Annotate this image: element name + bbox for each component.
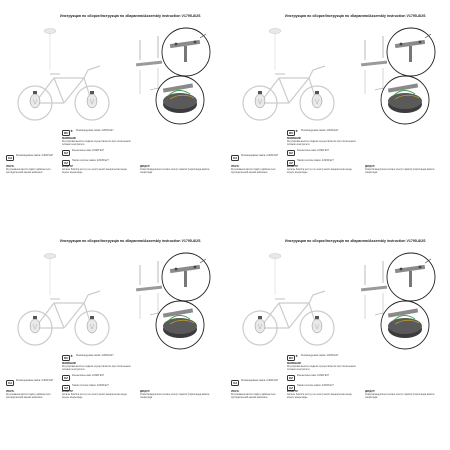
lang-badge-ru: RU [64, 356, 69, 360]
sheet-title-text: Инструкция по сборке/Інструкція по збиранню/Assembly instruction [285, 239, 406, 243]
warning-ua-text: Регулювання висоти підвісу здійснюється при відключеній мережі живлення. [231, 393, 276, 399]
lang-badge-kz: KZ [289, 151, 293, 155]
assembly-illustration [0, 225, 225, 450]
warning-kz-text: Аспалы биіктігін реттеу тек электр желісі ажыратылған кезде жүзеге асырылады. [62, 393, 127, 399]
sheet-title [60, 14, 225, 18]
bulb-left-icon [30, 316, 40, 333]
warning-kz [287, 166, 357, 174]
warning-uz-heading: ДИҚҚАТ! [365, 391, 375, 393]
star-icon: ★ [70, 129, 74, 133]
ceiling-canopy [44, 254, 56, 259]
warning-ru [62, 363, 132, 371]
lang-badge-ua: UA [8, 381, 13, 385]
warning-kz-text: Аспалы биіктігін реттеу тек электр желісі ажыратылған кезде жүзеге асырылады. [62, 168, 127, 174]
lang-badge-kz: KZ [289, 376, 293, 380]
model-number: V1795-8/2S [406, 14, 426, 18]
warning-ru-text: Регулировка высоты подвеса осуществляется при отключенном питании электросети. [62, 365, 131, 371]
warning-uz-heading: ДИҚҚАТ! [365, 166, 375, 168]
lang-badge-uz: UZ [289, 161, 293, 165]
ceiling-canopy [269, 29, 281, 34]
sheet-title-text: Инструкция по сборке/Інструкція по збиранню/Assembly instruction [60, 14, 181, 18]
lang-badge-ua: UA [233, 156, 238, 160]
warning-kz-heading: ЕСКЕРТУ! [287, 391, 299, 393]
warning-ua [231, 391, 279, 399]
warning-kz-heading: ЕСКЕРТУ! [62, 166, 74, 168]
warning-uz-heading: ДИҚҚАТ! [140, 166, 150, 168]
warning-ua [6, 391, 54, 399]
warning-ua-text: Регулювання висоти підвісу здійснюється при відключеній мережі живлення. [231, 168, 276, 174]
bicycle-frame [243, 291, 334, 345]
warning-ru-heading: ВНИМАНИЕ! [62, 363, 77, 365]
warning-ru-text: Регулировка высоты подвеса осуществляется при отключенном питании электросети. [62, 140, 131, 146]
star-icon: ★ [295, 354, 299, 358]
sheet-title-text: Инструкция по сборке/Інструкція по збиранню/Assembly instruction [60, 239, 181, 243]
sheet-title [285, 239, 450, 243]
instruction-sheet [0, 225, 225, 450]
bicycle-frame [243, 66, 334, 120]
bulb-note-kz: Ұсынылатын шам: 2x60W E27 [72, 375, 105, 377]
warning-uz [365, 391, 435, 399]
ceiling-canopy [44, 29, 56, 34]
mounting-screws [136, 261, 162, 319]
instruction-sheet [0, 0, 225, 225]
bulb-note-uz: Тавсия этилган лампа: 2x60W E27 [297, 160, 334, 162]
warning-kz-text: Аспалы биіктігін реттеу тек электр желісі ажыратылған кезде жүзеге асырылады. [287, 168, 352, 174]
warning-ru [62, 138, 132, 146]
warning-uz-text: Осма баландлигини созлаш электр тармоғи ўчирилганда амалга оширилади. [365, 393, 435, 399]
warning-uz-text: Осма баландлигини созлаш электр тармоғи ўчирилганда амалга оширилади. [140, 393, 210, 399]
lang-badge-kz: KZ [64, 151, 68, 155]
star-icon: ★ [70, 354, 74, 358]
bulb-note-kz: Ұсынылатын шам: 2x60W E27 [297, 375, 330, 377]
warning-kz-heading: ЕСКЕРТУ! [287, 166, 299, 168]
warning-ua-heading: УВАГА! [231, 166, 240, 168]
model-number: V1795-8/2S [181, 14, 201, 18]
bulb-left-icon [255, 91, 265, 108]
bulb-note-ru: Рекомендуемая лампа: 2x60W E27 [76, 130, 114, 132]
bulb-note-uz: Тавсия этилган лампа: 2x60W E27 [72, 160, 109, 162]
warning-ua-heading: УВАГА! [6, 166, 15, 168]
bulb-note-uz: Тавсия этилган лампа: 2x60W E27 [72, 385, 109, 387]
bicycle-frame [18, 66, 109, 120]
detail-mounting-bracket [162, 28, 210, 76]
lang-badge-kz: KZ [64, 376, 68, 380]
bulb-note-ua: Рекомендована лампа: 2x60W E27 [16, 155, 54, 157]
bicycle-frame [18, 291, 109, 345]
lang-badge-ua: UA [8, 156, 13, 160]
lang-badge-uz: UZ [289, 386, 293, 390]
bulb-note-ru: Рекомендуемая лампа: 2x60W E27 [301, 355, 339, 357]
warning-ua-text: Регулювання висоти підвісу здійснюється при відключеній мережі живлення. [6, 393, 51, 399]
sheet-title [60, 239, 225, 243]
instruction-sheet [225, 0, 450, 225]
bulb-left-icon [30, 91, 40, 108]
lang-badge-uz: UZ [64, 161, 68, 165]
detail-mounting-bracket [387, 28, 435, 76]
ceiling-canopy [269, 254, 281, 259]
assembly-illustration [225, 0, 450, 225]
warning-ua-heading: УВАГА! [231, 391, 240, 393]
warning-uz [140, 391, 210, 399]
mounting-screws [136, 36, 162, 94]
warning-uz-text: Осма баландлигини созлаш электр тармоғи ўчирилганда амалга оширилади. [140, 168, 210, 174]
lang-badge-uz: UZ [64, 386, 68, 390]
model-number: V1795-8/2S [181, 239, 201, 243]
assembly-illustration [0, 0, 225, 225]
warning-ru-text: Регулировка высоты подвеса осуществляется при отключенном питании электросети. [287, 365, 356, 371]
bulb-note-ru: Рекомендуемая лампа: 2x60W E27 [76, 355, 114, 357]
lang-badge-ru: RU [289, 131, 294, 135]
bulb-note-ua: Рекомендована лампа: 2x60W E27 [241, 380, 279, 382]
model-number: V1795-8/2S [406, 239, 426, 243]
star-icon: ★ [295, 129, 299, 133]
warning-ru-heading: ВНИМАНИЕ! [287, 363, 302, 365]
bulb-note-uz: Тавсия этилган лампа: 2x60W E27 [297, 385, 334, 387]
lang-badge-ru: RU [64, 131, 69, 135]
warning-kz-heading: ЕСКЕРТУ! [62, 391, 74, 393]
warning-ua-text: Регулювання висоти підвісу здійснюється при відключеній мережі живлення. [6, 168, 51, 174]
bulb-left-icon [255, 316, 265, 333]
bulb-note-ru: Рекомендуемая лампа: 2x60W E27 [301, 130, 339, 132]
detail-mounting-bracket [162, 253, 210, 301]
instruction-sheet [225, 225, 450, 450]
sheet-title-text: Инструкция по сборке/Інструкція по збиранню/Assembly instruction [285, 14, 406, 18]
warning-ru-heading: ВНИМАНИЕ! [62, 138, 77, 140]
warning-uz-heading: ДИҚҚАТ! [140, 391, 150, 393]
bulb-note-ua: Рекомендована лампа: 2x60W E27 [16, 380, 54, 382]
bulb-note-kz: Ұсынылатын шам: 2x60W E27 [297, 150, 330, 152]
warning-kz [287, 391, 357, 399]
warning-uz-text: Осма баландлигини созлаш электр тармоғи ўчирилганда амалга оширилади. [365, 168, 435, 174]
warning-ua-heading: УВАГА! [6, 391, 15, 393]
warning-ua [6, 166, 54, 174]
bulb-note-kz: Ұсынылатын шам: 2x60W E27 [72, 150, 105, 152]
mounting-screws [361, 36, 387, 94]
sheet-title [285, 14, 450, 18]
warning-uz [365, 166, 435, 174]
bulb-note-ua: Рекомендована лампа: 2x60W E27 [241, 155, 279, 157]
warning-kz-text: Аспалы биіктігін реттеу тек электр желісі ажыратылған кезде жүзеге асырылады. [287, 393, 352, 399]
assembly-illustration [225, 225, 450, 450]
warning-ru [287, 363, 357, 371]
warning-ru-heading: ВНИМАНИЕ! [287, 138, 302, 140]
mounting-screws [361, 261, 387, 319]
warning-kz [62, 391, 132, 399]
warning-ua [231, 166, 279, 174]
warning-uz [140, 166, 210, 174]
warning-kz [62, 166, 132, 174]
detail-mounting-bracket [387, 253, 435, 301]
warning-ru-text: Регулировка высоты подвеса осуществляется при отключенном питании электросети. [287, 140, 356, 146]
lang-badge-ru: RU [289, 356, 294, 360]
lang-badge-ua: UA [233, 381, 238, 385]
warning-ru [287, 138, 357, 146]
